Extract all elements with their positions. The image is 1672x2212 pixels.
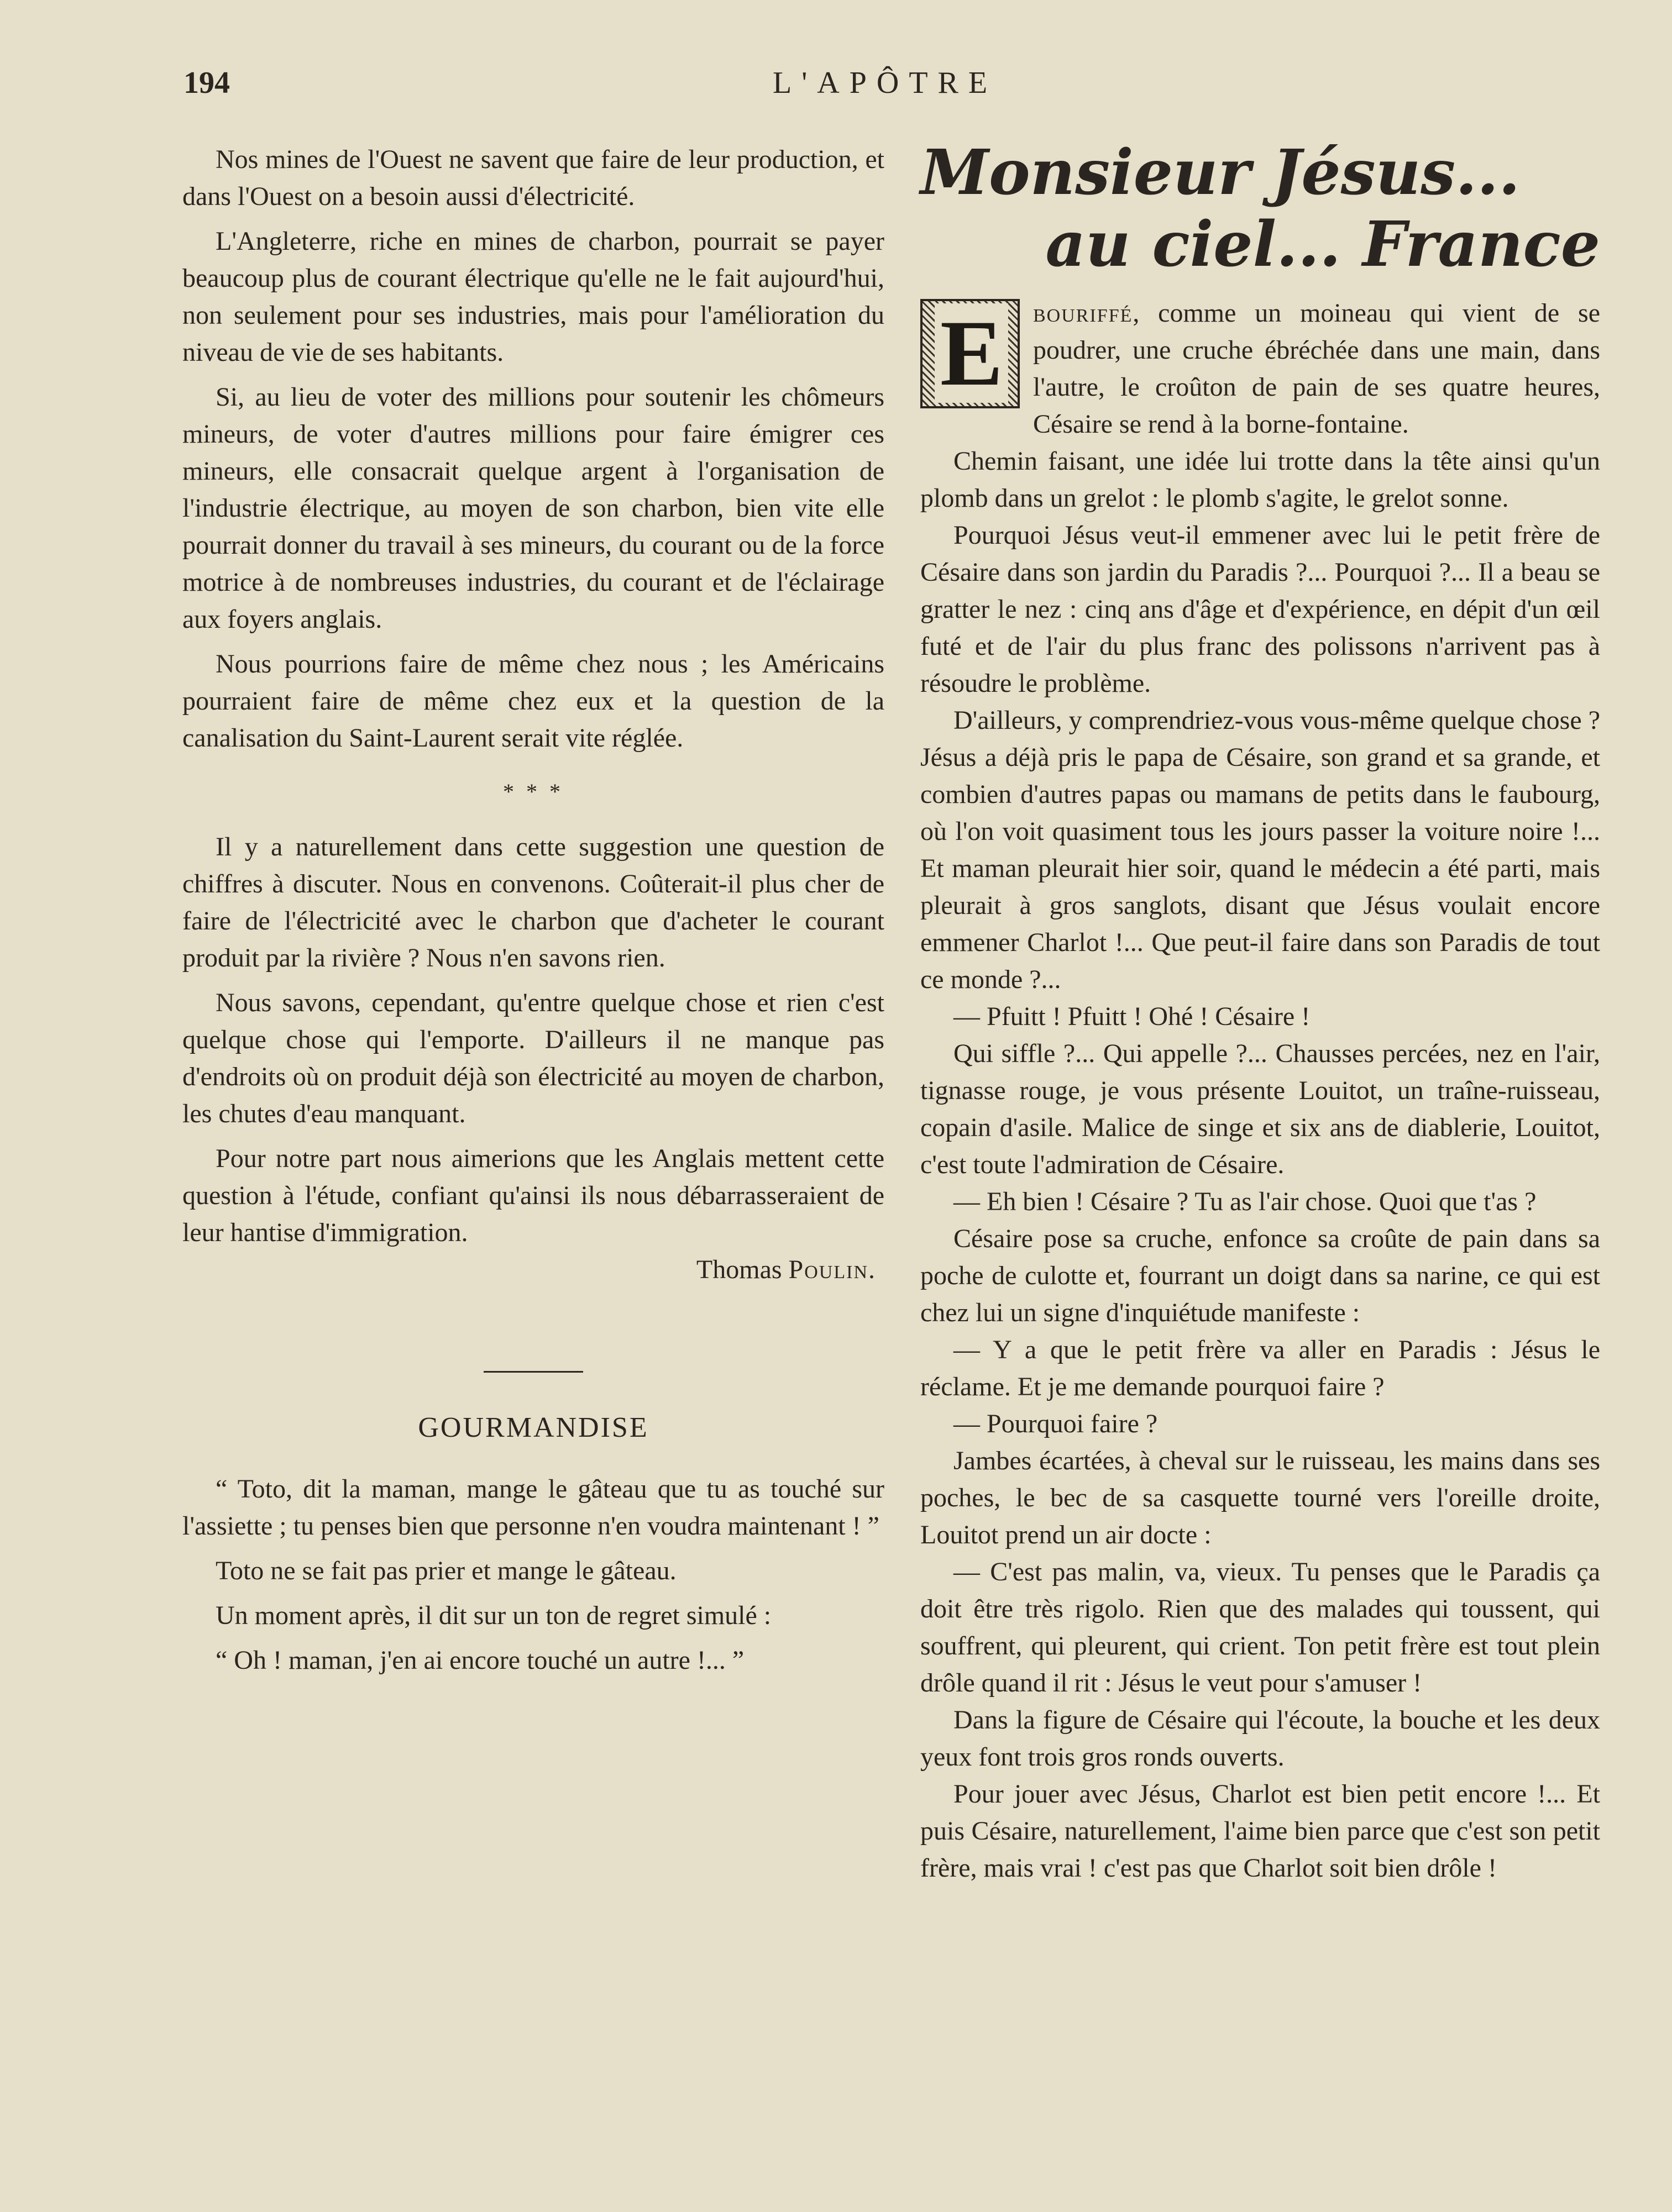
paragraph: Si, au lieu de voter des millions pour soutenir les chômeurs mineurs, de voter d'autres millions pour faire émigrer ces mineurs, elle consacrait quelque argent à l'organisation de l'industrie électrique, au moyen de son charbon, bien vite elle pourrait donner du travail à ses mineurs, du courant ou de la force motrice à de nombreuses industries, du courant et de l'éclairage aux foyers anglais. (182, 382, 884, 634)
first-word: bouriffé (1033, 298, 1133, 328)
article-title-line-1: Monsieur Jésus... (920, 136, 1521, 209)
right-column (920, 137, 1600, 1887)
section-title: GOURMANDISE (418, 1412, 649, 1443)
first-paragraph-text: , comme un moineau qui vient de se poudrer, une cruche ébréchée dans une main, dans l'autre, le croûton de pain de ses quatre heures, Césaire se rend à la borne-fontaine. (1033, 298, 1600, 439)
paragraph: Il y a naturellement dans cette suggestion une question de chiffres à discuter. Nous en convenons. Coûterait-il plus cher de faire de l'électricité avec le charbon que d'acheter le courant produit par la rivière ? Nous n'en savons rien. (182, 832, 884, 973)
article-body (920, 295, 1600, 1887)
paragraph: Pour jouer avec Jésus, Charlot est bien petit encore !... Et puis Césaire, naturellement, l'aime bien parce que c'est son petit frère, mais vrai ! c'est pas que Charlot soit bien drôle ! (920, 1779, 1600, 1883)
paragraph: Dans la figure de Césaire qui l'écoute, la bouche et les deux yeux font trois gros ronds ouverts. (920, 1705, 1600, 1772)
paragraph: “ Toto, dit la maman, mange le gâteau que tu as touché sur l'assiette ; tu penses bien que personne n'en voudra maintenant ! ” (182, 1474, 884, 1541)
paragraph: Qui siffle ?... Qui appelle ?... Chausses percées, nez en l'air, tignasse rouge, je vous présente Louitot, un traîne-ruisseau, copain d'asile. Malice de singe et six ans de diablerie, Louitot, c'est toute l'admiration de Césaire. (920, 1039, 1600, 1179)
paragraph: — Pfuitt ! Pfuitt ! Ohé ! Césaire ! (953, 1002, 1311, 1031)
author-last-name: Poulin. (788, 1255, 876, 1284)
paragraph: Nous pourrions faire de même chez nous ; les Américains pourraient faire de même chez eux et la question de la canalisation du Saint-Laurent serait vite réglée. (182, 649, 884, 753)
paragraph: Nous savons, cependant, qu'entre quelque chose et rien c'est quelque chose qui l'emporte. D'ailleurs il ne manque pas d'endroits où on produit déjà son électricité au moyen de charbon, les chutes d'eau manquant. (182, 988, 884, 1128)
paragraph: — Eh bien ! Césaire ? Tu as l'air chose. Quoi que t'as ? (953, 1187, 1537, 1216)
paragraph: Jambes écartées, à cheval sur le ruisseau, les mains dans ses poches, le bec de sa casquette tourné vers l'oreille droite, Louitot prend un air docte : (920, 1446, 1600, 1549)
paragraph: D'ailleurs, y comprendriez-vous vous-même quelque chose ? Jésus a déjà pris le papa de Césaire, son grand et sa grande, et combien d'autres papas ou mamans de petits dans le faubourg, où l'on voit quasiment tous les jours passer la voiture noire !... Et maman pleurait hier soir, quand le médecin a été parti, mais pleurait à gros sanglots, disant que Jésus voulait encore emmener Charlot !... Que peut-il faire dans son Paradis de tout ce monde ?... (920, 706, 1600, 994)
article-title-line-2: au ciel... France (1045, 208, 1600, 281)
running-head: L'APÔTRE (773, 66, 998, 100)
author-signature (182, 1251, 884, 1288)
first-paragraph (920, 295, 1600, 443)
divider-rule (484, 1371, 583, 1373)
paragraph: Toto ne se fait pas prier et mange le gâteau. (216, 1556, 677, 1585)
left-column (182, 141, 884, 1679)
drop-cap-ornament (920, 299, 1020, 408)
author-first-name: Thomas (696, 1255, 782, 1284)
paragraph: “ Oh ! maman, j'en ai encore touché un autre !... ” (216, 1646, 745, 1675)
page-number: 194 (184, 66, 230, 100)
paragraph: Césaire pose sa cruche, enfonce sa croûte de pain dans sa poche de culotte et, fourrant un doigt dans sa narine, ce qui est chez lui un signe d'inquiétude manifeste : (920, 1224, 1600, 1327)
asterism: * * * (503, 779, 564, 804)
paragraph: Un moment après, il dit sur un ton de regret simulé : (216, 1601, 772, 1630)
section-separator (182, 779, 884, 804)
paragraph: — Y a que le petit frère va aller en Paradis : Jésus le réclame. Et je me demande pourquoi faire ? (920, 1335, 1600, 1401)
paragraph: Pour notre part nous aimerions que les Anglais mettent cette question à l'étude, confiant qu'ainsi ils nous débarrasseraient de leur hantise d'immigration. (182, 1144, 884, 1247)
paragraph: Nos mines de l'Ouest ne savent que faire de leur production, et dans l'Ouest on a besoin aussi d'électricité. (182, 145, 884, 211)
paragraph: Pourquoi Jésus veut-il emmener avec lui le petit frère de Césaire dans son jardin du Paradis ?... Pourquoi ?... Il a beau se gratter le nez : cinq ans d'âge et d'expérience, en dépit d'un œil futé et de l'air du plus franc des polissons n'arrivent pas à résoudre le problème. (920, 521, 1600, 698)
paragraph: — C'est pas malin, va, vieux. Tu penses que le Paradis ça doit être très rigolo. Rien que des malades qui toussent, qui souffrent, qui pleurent, qui crient. Ton petit frère est tout plein drôle quand il rit : Jésus le veut pour s'amuser ! (920, 1557, 1600, 1698)
drop-cap-letter: E (935, 303, 1008, 403)
paragraph: — Pourquoi faire ? (953, 1409, 1158, 1438)
page-header (0, 65, 1672, 109)
paragraph: Chemin faisant, une idée lui trotte dans la tête ainsi qu'un plomb dans un grelot : le plomb s'agite, le grelot sonne. (920, 446, 1600, 513)
paragraph: L'Angleterre, riche en mines de charbon, pourrait se payer beaucoup plus de courant électrique qu'elle ne le fait aujourd'hui, non seulement pour ses industries, mais pour l'amélioration du niveau de vie de ses habitants. (182, 227, 884, 367)
